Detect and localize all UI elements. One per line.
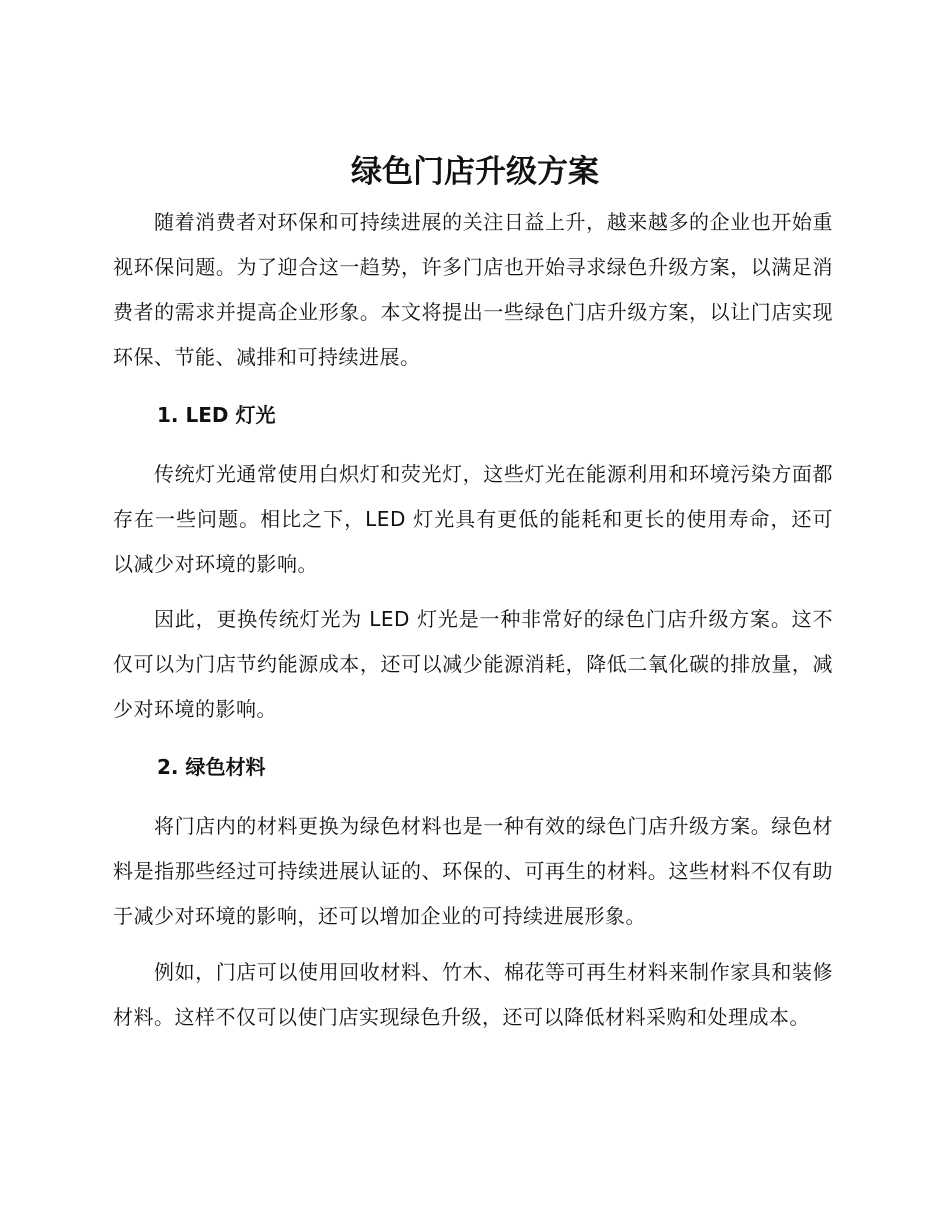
section-heading-green-materials: 2. 绿色材料	[157, 755, 266, 779]
section-materials-paragraph-1: 将门店内的材料更换为绿色材料也是一种有效的绿色门店升级方案。绿色材料是指那些经过可持续进展认证的、环保的、可再生的材料。这些材料不仅有助于减少对环境的影响，还可以增加企业的可持续进展形象。	[113, 814, 833, 928]
intro-paragraph: 随着消费者对环保和可持续进展的关注日益上升，越来越多的企业也开始重视环保问题。为了迎合这一趋势，许多门店也开始寻求绿色升级方案，以满足消费者的需求并提高企业形象。本文将提出一些绿色门店升级方案，以让门店实现环保、节能、减排和可持续进展。	[113, 210, 833, 369]
section-led-paragraph-1: 传统灯光通常使用白炽灯和荧光灯，这些灯光在能源利用和环境污染方面都存在一些问题。相比之下，LED 灯光具有更低的能耗和更长的使用寿命，还可以减少对环境的影响。	[113, 462, 833, 576]
section-materials-paragraph-2: 例如，门店可以使用回收材料、竹木、棉花等可再生材料来制作家具和装修材料。这样不仅可以使门店实现绿色升级，还可以降低材料采购和处理成本。	[113, 960, 833, 1029]
section-heading-led: 1. LED 灯光	[157, 403, 276, 427]
section-led-paragraph-2: 因此，更换传统灯光为 LED 灯光是一种非常好的绿色门店升级方案。这不仅可以为门店节约能源成本，还可以减少能源消耗，降低二氧化碳的排放量，减少对环境的影响。	[113, 607, 833, 721]
document-title: 绿色门店升级方案	[351, 154, 599, 190]
